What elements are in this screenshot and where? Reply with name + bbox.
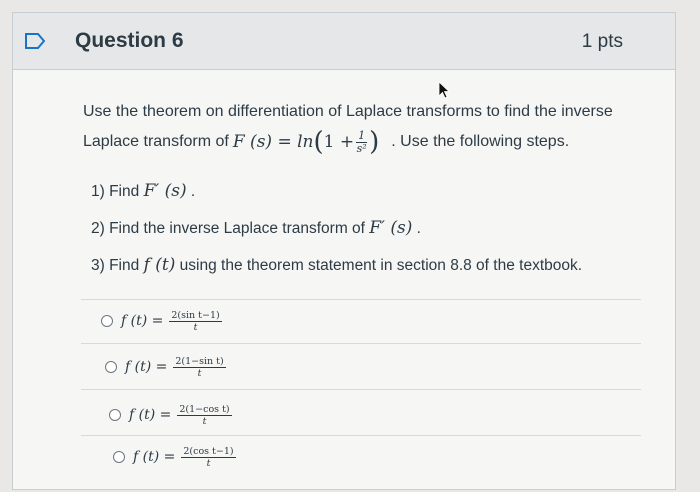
answer-list	[81, 299, 641, 477]
answer-3-fraction	[177, 404, 231, 427]
prompt-function: F (s) = ln	[232, 132, 314, 152]
step-3-text: 3) Find	[91, 257, 144, 274]
answer-1-label	[121, 310, 222, 333]
step-1-math: F′ (s)	[143, 181, 187, 201]
answer-option-4[interactable]	[113, 445, 236, 469]
answer-4-lhs: f (t) =	[133, 449, 176, 465]
radio-button[interactable]	[105, 361, 117, 373]
question-title: Question 6	[75, 29, 184, 52]
radio-button[interactable]	[113, 451, 125, 463]
answer-2-label	[125, 356, 226, 379]
step-1	[91, 181, 195, 201]
step-2	[91, 218, 421, 238]
radio-button[interactable]	[109, 409, 121, 421]
answer-1-numerator: 2(sin t−1)	[171, 309, 220, 321]
prompt-line-2-suffix: . Use the following steps.	[391, 133, 570, 150]
flag-question-icon[interactable]	[25, 33, 45, 49]
question-card	[12, 12, 676, 490]
one-plus: 1 +	[323, 132, 355, 152]
mouse-cursor-icon	[438, 81, 450, 99]
step-3	[91, 255, 582, 275]
prompt-fraction-denominator: s²	[356, 141, 367, 155]
answer-2-lhs: f (t) =	[125, 359, 168, 375]
step-3-suffix: using the theorem statement in section 8.8 of the textbook.	[175, 257, 583, 274]
prompt-line-2	[83, 127, 569, 157]
answer-1-fraction	[169, 310, 221, 333]
step-3-math: f (t)	[143, 255, 176, 275]
answer-divider	[81, 343, 641, 344]
answer-4-denominator: t	[206, 457, 211, 469]
answer-option-2[interactable]	[105, 355, 226, 379]
answer-3-lhs: f (t) =	[129, 407, 172, 423]
answer-4-fraction	[181, 446, 235, 469]
prompt-line-2-prefix: Laplace transform of	[83, 133, 229, 150]
answer-option-3[interactable]	[109, 403, 232, 427]
prompt-line-1: Use the theorem on differentiation of Laplace transforms to find the inverse	[83, 103, 613, 120]
answer-2-fraction	[173, 356, 225, 379]
question-header	[13, 13, 675, 70]
answer-divider	[81, 389, 641, 390]
step-1-text: 1) Find	[91, 183, 144, 200]
paren-open: (	[313, 127, 324, 157]
answer-4-numerator: 2(cos t−1)	[183, 445, 234, 457]
answer-option-1[interactable]	[101, 309, 222, 333]
answer-3-denominator: t	[202, 415, 207, 427]
answer-divider	[81, 435, 641, 436]
step-2-math: F′ (s)	[369, 218, 413, 238]
answer-3-numerator: 2(1−cos t)	[179, 403, 230, 415]
step-2-text: 2) Find the inverse Laplace transform of	[91, 220, 370, 237]
step-1-suffix: .	[186, 183, 196, 200]
paren-close: )	[369, 127, 380, 157]
answer-2-denominator: t	[197, 367, 202, 379]
answer-1-denominator: t	[193, 321, 198, 333]
prompt-fraction-numerator: 1	[358, 128, 366, 142]
answer-divider	[81, 299, 641, 300]
answer-2-numerator: 2(1−sin t)	[175, 355, 224, 367]
step-2-suffix: .	[412, 220, 421, 237]
radio-button[interactable]	[101, 315, 113, 327]
answer-1-lhs: f (t) =	[121, 313, 164, 329]
question-points: 1 pts	[581, 31, 623, 52]
answer-4-label	[133, 446, 236, 469]
prompt-fraction	[356, 130, 367, 155]
answer-3-label	[129, 404, 232, 427]
